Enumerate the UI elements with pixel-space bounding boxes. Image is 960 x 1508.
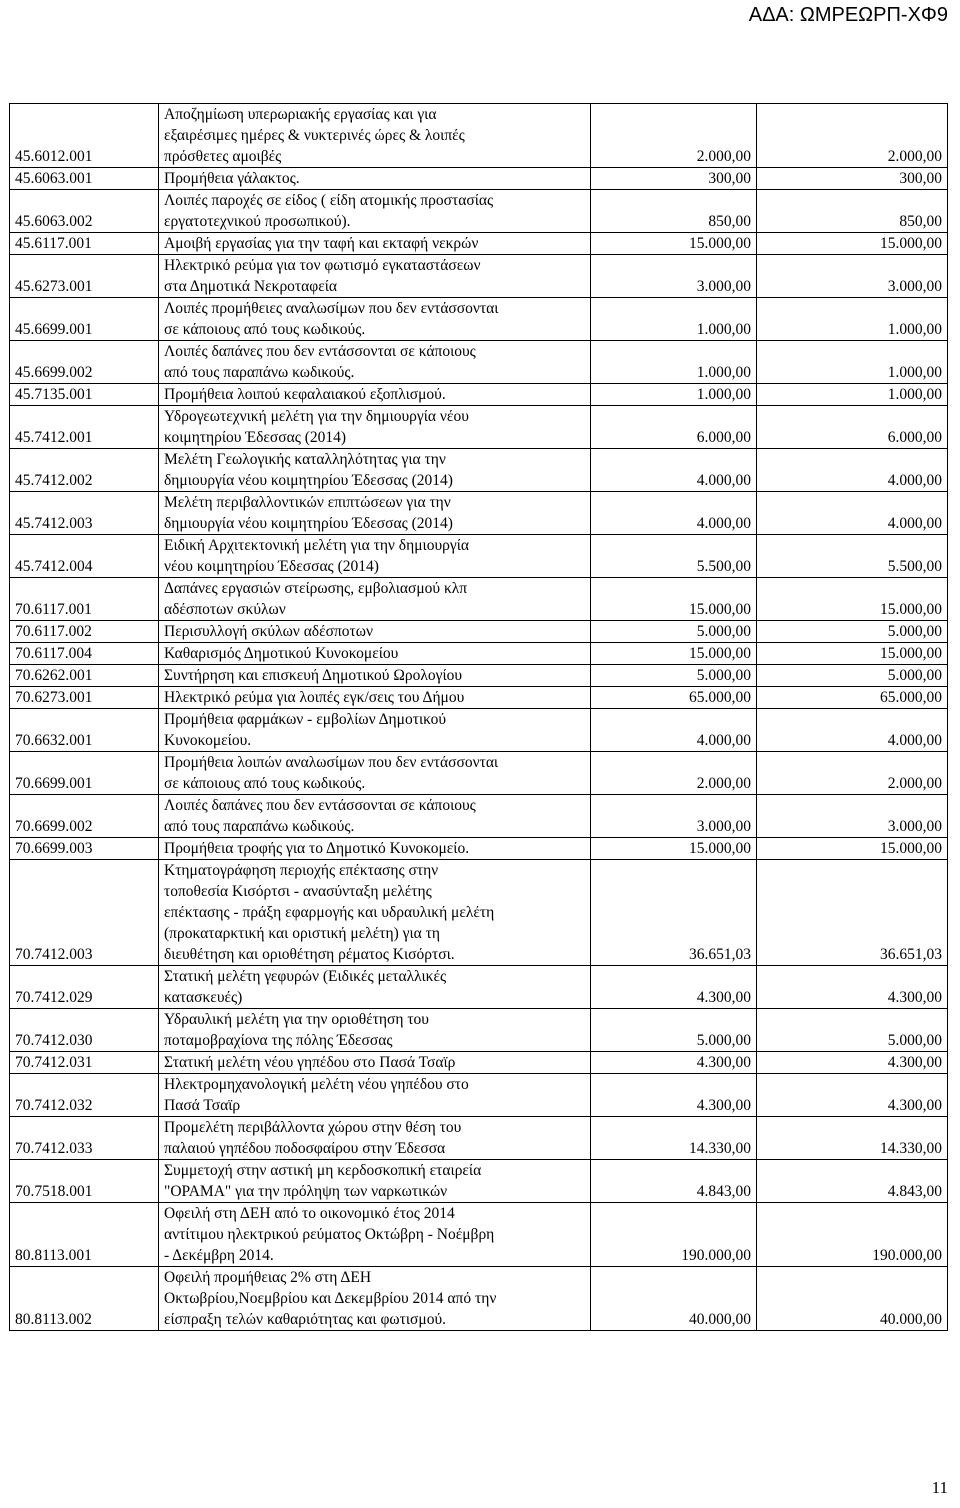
amount-total: 4.300,00 (757, 966, 948, 1009)
amount-credit: 65.000,00 (591, 687, 757, 709)
budget-description (159, 752, 591, 795)
budget-code: 45.6063.001 (10, 168, 159, 190)
table-row (10, 838, 948, 860)
description-line: Οφειλή προμήθειας 2% στη ΔΕΗ (164, 1269, 372, 1286)
description-line: Συντήρηση και επισκευή Δημοτικού Ωρολογίου (164, 667, 463, 684)
amount-total: 2.000,00 (757, 104, 948, 168)
description-line: είσπραξη τελών καθαριότητας και φωτισμού. (164, 1311, 446, 1328)
budget-description (159, 687, 591, 709)
budget-code: 70.7412.003 (10, 860, 159, 966)
amount-credit: 6.000,00 (591, 406, 757, 449)
table-row (10, 709, 948, 752)
table-row (10, 341, 948, 384)
description-line: (προκαταρκτική και οριστική μελέτη) για τη (164, 925, 440, 942)
description-line: Οφειλή στη ΔΕΗ από το οικονομικό έτος 2014 (164, 1205, 455, 1222)
budget-description (159, 1160, 591, 1203)
description-line: πρόσθετες αμοιβές (164, 148, 282, 165)
table-row (10, 190, 948, 233)
amount-total: 1.000,00 (757, 341, 948, 384)
budget-code: 45.6063.002 (10, 190, 159, 233)
amount-credit: 4.000,00 (591, 492, 757, 535)
table-row (10, 406, 948, 449)
budget-code: 70.7412.030 (10, 1009, 159, 1052)
amount-credit: 3.000,00 (591, 795, 757, 838)
amount-total: 6.000,00 (757, 406, 948, 449)
description-line: Αμοιβή εργασίας για την ταφή και εκταφή νεκρών (164, 235, 479, 252)
amount-total: 5.000,00 (757, 665, 948, 687)
budget-code: 45.6012.001 (10, 104, 159, 168)
description-line: - Δεκέμβρη 2014. (164, 1247, 274, 1264)
description-line: Στατική μελέτη νέου γηπέδου στο Πασά Τσαϊρ (164, 1054, 456, 1071)
amount-credit: 4.000,00 (591, 709, 757, 752)
amount-credit: 5.000,00 (591, 665, 757, 687)
budget-description (159, 298, 591, 341)
description-line: σε κάποιους από τους κωδικούς. (164, 775, 366, 792)
description-line: στα Δημοτικά Νεκροταφεία (164, 278, 338, 295)
budget-code: 45.6699.001 (10, 298, 159, 341)
table-row (10, 752, 948, 795)
description-line: Προμήθεια φαρμάκων - εμβολίων Δημοτικού (164, 711, 447, 728)
budget-code: 70.6117.004 (10, 643, 159, 665)
budget-description (159, 535, 591, 578)
table-row (10, 1203, 948, 1267)
description-line: Δαπάνες εργασιών στείρωσης, εμβολιασμού κλπ (164, 580, 468, 597)
budget-description (159, 709, 591, 752)
amount-total: 5.000,00 (757, 1009, 948, 1052)
description-line: Πασά Τσαϊρ (164, 1097, 241, 1114)
amount-total: 40.000,00 (757, 1267, 948, 1331)
budget-code: 45.7412.003 (10, 492, 159, 535)
description-line: Προμήθεια λοιπών αναλωσίμων που δεν εντάσσονται (164, 754, 499, 771)
budget-description (159, 1052, 591, 1074)
budget-description (159, 1009, 591, 1052)
table-row (10, 1267, 948, 1331)
amount-total: 15.000,00 (757, 838, 948, 860)
amount-credit: 15.000,00 (591, 838, 757, 860)
amount-credit: 190.000,00 (591, 1203, 757, 1267)
table-row (10, 966, 948, 1009)
budget-code: 70.7412.029 (10, 966, 159, 1009)
description-line: Λοιπές δαπάνες που δεν εντάσσονται σε κάποιους (164, 343, 476, 360)
budget-code: 45.6699.002 (10, 341, 159, 384)
description-line: Προμελέτη περιβάλλοντα χώρου στην θέση του (164, 1119, 462, 1136)
amount-credit: 14.330,00 (591, 1117, 757, 1160)
budget-code: 45.6273.001 (10, 255, 159, 298)
amount-total: 15.000,00 (757, 233, 948, 255)
budget-table (9, 103, 948, 1331)
description-line: Περισυλλογή σκύλων αδέσποτων (164, 623, 373, 640)
budget-code: 70.6699.001 (10, 752, 159, 795)
description-line: αδέσποτων σκύλων (164, 601, 286, 618)
budget-description (159, 1267, 591, 1331)
budget-description (159, 255, 591, 298)
description-line: νέου κοιμητηρίου Έδεσσας (2014) (164, 558, 379, 575)
description-line: Αποζημίωση υπερωριακής εργασίας και για (164, 106, 437, 123)
budget-code: 70.7412.031 (10, 1052, 159, 1074)
budget-code: 70.7412.032 (10, 1074, 159, 1117)
description-line: εργατοτεχνικού προσωπικού). (164, 213, 351, 230)
budget-code: 45.7412.002 (10, 449, 159, 492)
amount-credit: 2.000,00 (591, 104, 757, 168)
description-line: ποταμοβραχίονα της πόλης Έδεσσας (164, 1032, 393, 1049)
description-line: Ηλεκτρικό ρεύμα για τον φωτισμό εγκαταστάσεων (164, 257, 481, 274)
amount-credit: 2.000,00 (591, 752, 757, 795)
amount-total: 4.000,00 (757, 492, 948, 535)
budget-code: 80.8113.001 (10, 1203, 159, 1267)
amount-total: 300,00 (757, 168, 948, 190)
amount-credit: 4.843,00 (591, 1160, 757, 1203)
budget-description (159, 190, 591, 233)
amount-credit: 36.651,03 (591, 860, 757, 966)
budget-description (159, 384, 591, 406)
description-line: από τους παραπάνω κωδικούς. (164, 818, 355, 835)
page-number: 11 (931, 1478, 948, 1497)
budget-code: 70.6632.001 (10, 709, 159, 752)
description-line: Κυνοκομείου. (164, 732, 252, 749)
description-line: παλαιού γηπέδου ποδοσφαίρου στην Έδεσσα (164, 1140, 446, 1157)
description-line: Λοιπές προμήθειες αναλωσίμων που δεν εντάσσονται (164, 300, 499, 317)
budget-code: 70.6262.001 (10, 665, 159, 687)
budget-description (159, 168, 591, 190)
budget-code: 80.8113.002 (10, 1267, 159, 1331)
budget-code: 70.6273.001 (10, 687, 159, 709)
amount-total: 2.000,00 (757, 752, 948, 795)
budget-code: 45.7135.001 (10, 384, 159, 406)
table-row (10, 860, 948, 966)
amount-credit: 3.000,00 (591, 255, 757, 298)
budget-description (159, 643, 591, 665)
budget-description (159, 1117, 591, 1160)
amount-total: 4.000,00 (757, 449, 948, 492)
table-row (10, 233, 948, 255)
amount-total: 4.300,00 (757, 1074, 948, 1117)
budget-code: 45.7412.004 (10, 535, 159, 578)
budget-code: 70.6699.003 (10, 838, 159, 860)
ada-header: ΑΔΑ: ΩΜΡΕΩΡΠ-ΧΦ9 (748, 4, 948, 26)
description-line: τοποθεσία Κισόρτσι - ανασύνταξη μελέτης (164, 883, 432, 900)
description-line: σε κάποιους από τους κωδικούς. (164, 321, 366, 338)
budget-code: 70.6699.002 (10, 795, 159, 838)
budget-description (159, 406, 591, 449)
amount-credit: 850,00 (591, 190, 757, 233)
description-line: αντίτιμου ηλεκτρικού ρεύματος Οκτώβρη - Νοέμβρη (164, 1226, 495, 1243)
amount-total: 850,00 (757, 190, 948, 233)
budget-description (159, 1074, 591, 1117)
amount-total: 14.330,00 (757, 1117, 948, 1160)
description-line: Μελέτη περιβαλλοντικών επιπτώσεων για την (164, 494, 451, 511)
description-line: Ηλεκτρικό ρεύμα για λοιπές εγκ/σεις του Δήμου (164, 689, 465, 706)
budget-description (159, 966, 591, 1009)
description-line: Οκτωβρίου,Νοεμβρίου και Δεκεμβρίου 2014 από την (164, 1290, 497, 1307)
amount-credit: 1.000,00 (591, 298, 757, 341)
amount-total: 65.000,00 (757, 687, 948, 709)
budget-code: 45.7412.001 (10, 406, 159, 449)
amount-credit: 4.300,00 (591, 1074, 757, 1117)
description-line: Κτηματογράφηση περιοχής επέκτασης στην (164, 862, 439, 879)
table-row (10, 795, 948, 838)
amount-credit: 15.000,00 (591, 233, 757, 255)
table-row (10, 1117, 948, 1160)
description-line: Προμήθεια τροφής για το Δημοτικό Κυνοκομείο. (164, 840, 470, 857)
description-line: από τους παραπάνω κωδικούς. (164, 364, 355, 381)
budget-code: 70.7412.033 (10, 1117, 159, 1160)
table-row (10, 1009, 948, 1052)
description-line: "ΟΡΑΜΑ" για την πρόληψη των ναρκωτικών (164, 1183, 448, 1200)
description-line: Ειδική Αρχιτεκτονική μελέτη για την δημιουργία (164, 537, 469, 554)
description-line: Συμμετοχή στην αστική μη κερδοσκοπική εταιρεία (164, 1162, 482, 1179)
description-line: Στατική μελέτη γεφυρών (Ειδικές μεταλλικές (164, 968, 447, 985)
description-line: Υδρογεωτεχνική μελέτη για την δημιουργία νέου (164, 408, 469, 425)
amount-credit: 1.000,00 (591, 384, 757, 406)
table-row (10, 621, 948, 643)
amount-total: 1.000,00 (757, 384, 948, 406)
budget-description (159, 578, 591, 621)
amount-total: 5.000,00 (757, 621, 948, 643)
table-row (10, 535, 948, 578)
amount-total: 15.000,00 (757, 643, 948, 665)
amount-credit: 4.000,00 (591, 449, 757, 492)
amount-credit: 5.000,00 (591, 621, 757, 643)
description-line: Λοιπές δαπάνες που δεν εντάσσονται σε κάποιους (164, 797, 476, 814)
description-line: κοιμητηρίου Έδεσσας (2014) (164, 429, 347, 446)
table-row (10, 298, 948, 341)
description-line: Προμήθεια λοιπού κεφαλαιακού εξοπλισμού. (164, 386, 446, 403)
description-line: δημιουργία νέου κοιμητηρίου Έδεσσας (2014) (164, 472, 453, 489)
budget-description (159, 1203, 591, 1267)
amount-total: 15.000,00 (757, 578, 948, 621)
table-row (10, 449, 948, 492)
table-row (10, 255, 948, 298)
description-line: διευθέτηση και οριοθέτηση ρέματος Κισόρτσι. (164, 946, 455, 963)
budget-description (159, 665, 591, 687)
description-line: δημιουργία νέου κοιμητηρίου Έδεσσας (2014) (164, 515, 453, 532)
table-row (10, 1160, 948, 1203)
table-row (10, 104, 948, 168)
budget-description (159, 838, 591, 860)
amount-total: 190.000,00 (757, 1203, 948, 1267)
budget-table-body (10, 104, 948, 1331)
description-line: Μελέτη Γεωλογικής καταλληλότητας για την (164, 451, 446, 468)
table-row (10, 168, 948, 190)
amount-total: 4.000,00 (757, 709, 948, 752)
amount-credit: 15.000,00 (591, 643, 757, 665)
budget-code: 70.7518.001 (10, 1160, 159, 1203)
amount-credit: 300,00 (591, 168, 757, 190)
budget-description (159, 449, 591, 492)
description-line: επέκτασης - πράξη εφαρμογής και υδραυλική μελέτη (164, 904, 495, 921)
description-line: εξαιρέσιμες ημέρες & νυκτερινές ώρες & λοιπές (164, 127, 465, 144)
description-line: Προμήθεια γάλακτος. (164, 170, 300, 187)
table-row (10, 643, 948, 665)
budget-code: 45.6117.001 (10, 233, 159, 255)
amount-total: 5.500,00 (757, 535, 948, 578)
budget-description (159, 104, 591, 168)
amount-credit: 4.300,00 (591, 1052, 757, 1074)
amount-total: 3.000,00 (757, 795, 948, 838)
budget-code: 70.6117.002 (10, 621, 159, 643)
amount-credit: 40.000,00 (591, 1267, 757, 1331)
description-line: Ηλεκτρομηχανολογική μελέτη νέου γηπέδου στο (164, 1076, 469, 1093)
amount-credit: 1.000,00 (591, 341, 757, 384)
budget-description (159, 860, 591, 966)
amount-total: 1.000,00 (757, 298, 948, 341)
budget-description (159, 621, 591, 643)
description-line: κατασκευές) (164, 989, 243, 1006)
amount-total: 4.300,00 (757, 1052, 948, 1074)
amount-credit: 15.000,00 (591, 578, 757, 621)
table-row (10, 578, 948, 621)
amount-credit: 5.500,00 (591, 535, 757, 578)
table-row (10, 1074, 948, 1117)
table-row (10, 384, 948, 406)
description-line: Υδραυλική μελέτη για την οριοθέτηση του (164, 1011, 429, 1028)
amount-total: 3.000,00 (757, 255, 948, 298)
amount-total: 36.651,03 (757, 860, 948, 966)
budget-code: 70.6117.001 (10, 578, 159, 621)
description-line: Λοιπές παροχές σε είδος ( είδη ατομικής προστασίας (164, 192, 494, 209)
amount-credit: 5.000,00 (591, 1009, 757, 1052)
description-line: Καθαρισμός Δημοτικού Κυνοκομείου (164, 645, 399, 662)
amount-credit: 4.300,00 (591, 966, 757, 1009)
budget-description (159, 341, 591, 384)
amount-total: 4.843,00 (757, 1160, 948, 1203)
budget-description (159, 795, 591, 838)
table-row (10, 1052, 948, 1074)
budget-description (159, 492, 591, 535)
table-row (10, 687, 948, 709)
table-row (10, 492, 948, 535)
table-row (10, 665, 948, 687)
budget-description (159, 233, 591, 255)
